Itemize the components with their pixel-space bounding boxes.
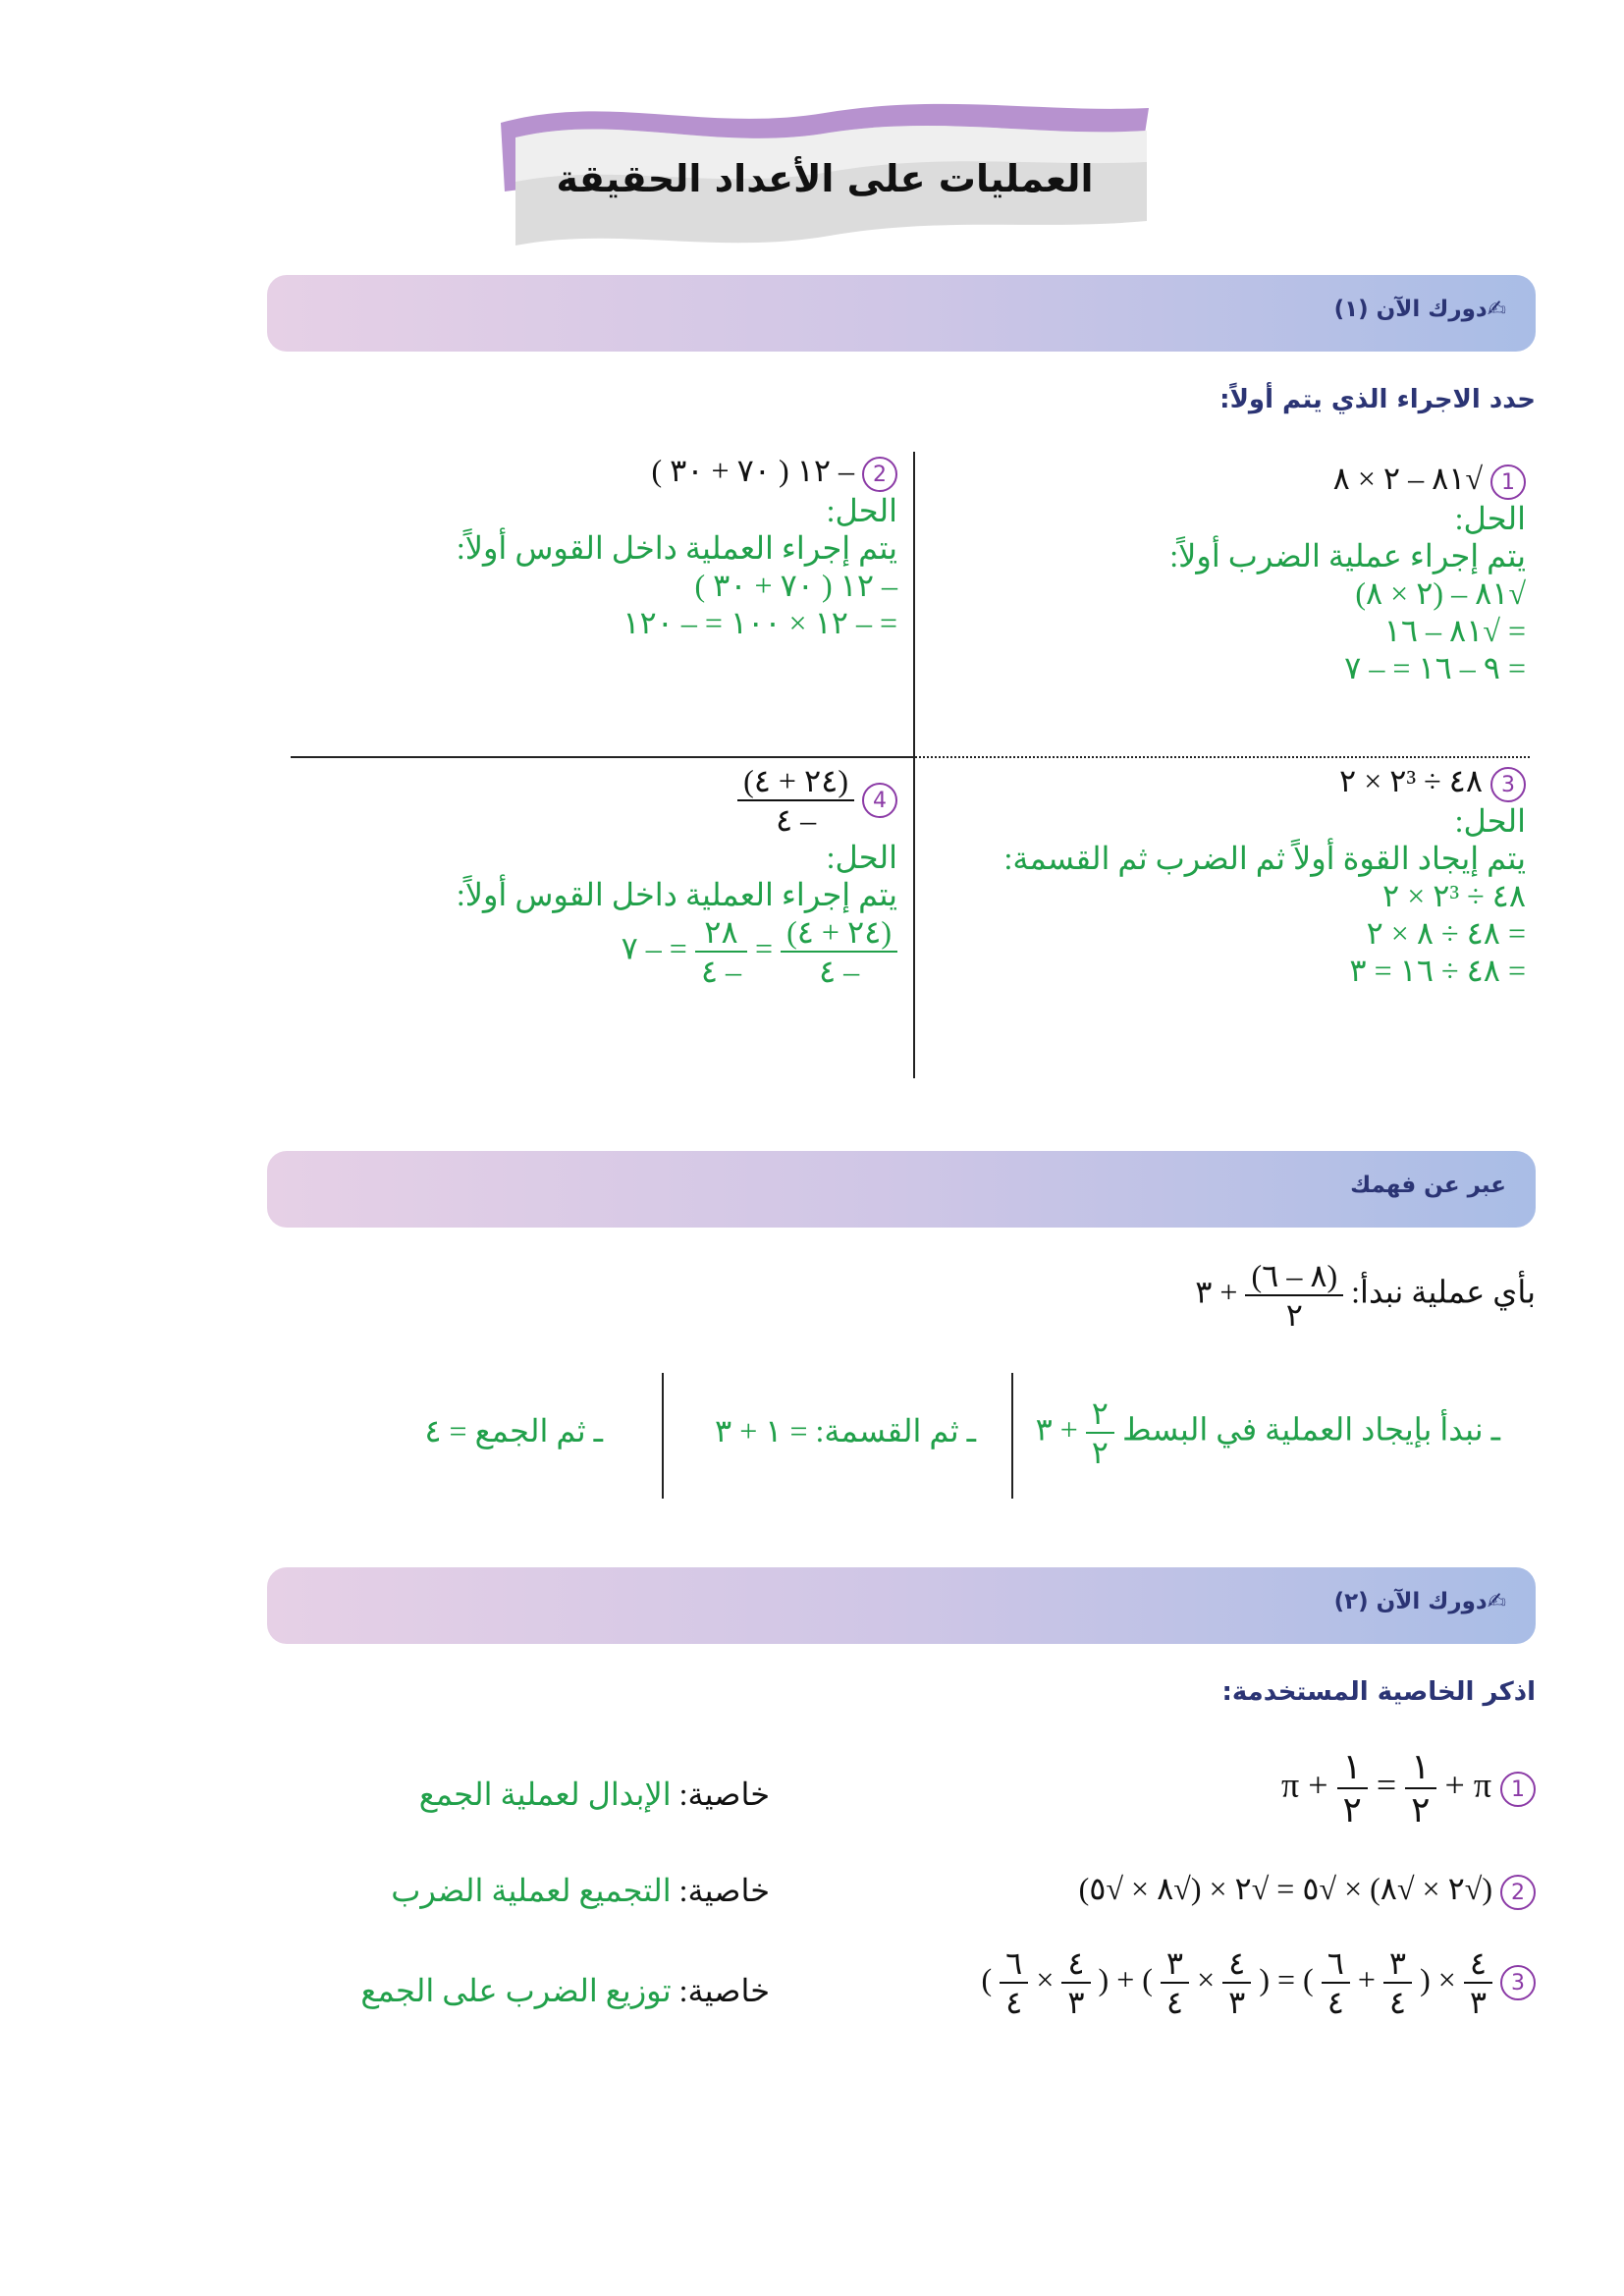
section2-step-1-tail: + ٣ <box>1035 1411 1078 1448</box>
problem-3-expression <box>1003 762 1526 802</box>
problem-2-step-2: = – ١٢ × ١٠٠ = – ١٢٠ <box>623 605 897 640</box>
fraction-den: ٤ <box>1165 1985 1184 2020</box>
fraction-num: ٤ <box>1464 1944 1492 1984</box>
section2-header-bar <box>267 1151 1536 1228</box>
problem-2-explanation: يتم إجراء العملية داخل القوس أولاً: <box>456 530 897 566</box>
problem-3 <box>1003 762 1526 989</box>
section2-step-1-fraction <box>1086 1394 1114 1471</box>
section3-header-label: ✍دورك الآن (٢) <box>1333 1589 1506 1614</box>
fraction-den: ٢ <box>1411 1790 1431 1830</box>
property-item-1-answer-text: الإبدال لعملية الجمع <box>418 1777 672 1812</box>
grid-vertical-divider <box>913 452 915 1078</box>
problem-1-step-3: = ٩ – ١٦ = – ٧ <box>1344 650 1526 685</box>
math-fraction <box>1405 1746 1435 1831</box>
fraction-num: ٤ <box>1061 1944 1090 1984</box>
property-item-2-expression <box>1079 1870 1536 1910</box>
section3-question: اذكر الخاصية المستخدمة: <box>1221 1677 1536 1707</box>
problem-3-step-2: = ٤٨ ÷ ٨ × ٢ <box>1366 915 1526 951</box>
problem-2-expr-text: – ١٢ ( ٧٠ + ٣٠ ) <box>651 453 854 488</box>
problem-4-explanation: يتم إجراء العملية داخل القوس أولاً: <box>456 877 897 912</box>
fraction-den: ٢ <box>1342 1790 1362 1830</box>
property-item-1-answer <box>419 1776 770 1813</box>
problem-4-fraction-denominator: – ٤ <box>775 802 817 838</box>
problem-3-explanation: يتم إيجاد القوة أولاً ثم الضرب ثم القسمة: <box>1003 841 1526 876</box>
fraction-den: ٤ <box>1388 1985 1407 2020</box>
math-fraction <box>1337 1746 1368 1831</box>
property-item-3-answer <box>360 1972 770 2009</box>
fraction-num: ٣ <box>1383 1944 1412 1984</box>
property-label: خاصية: <box>678 1873 770 1908</box>
section2-divider-2 <box>662 1373 664 1499</box>
section1-header-label: ✍دورك الآن (١) <box>1333 297 1506 322</box>
property-item-2-number-badge: 2 <box>1500 1875 1536 1910</box>
math-fraction <box>1161 1944 1189 2021</box>
property-item-2-answer <box>391 1872 770 1909</box>
section2-question-tail: + ٣ <box>1195 1274 1238 1310</box>
section1-header-bar <box>267 275 1536 352</box>
problem-1-expr-text: √٨١ – ٢ × ٨ <box>1332 461 1483 496</box>
math-fraction <box>1061 1944 1090 2021</box>
section2-question-fraction <box>1245 1257 1343 1334</box>
problem-2-number-badge: 2 <box>862 457 897 492</box>
section2-step-1-fraction-den: ٢ <box>1091 1435 1109 1470</box>
problem-1-expression <box>1169 460 1526 500</box>
section2-question-fraction-num: (٨ – ٦) <box>1245 1257 1343 1296</box>
fraction-den: ٣ <box>1067 1985 1085 2020</box>
problem-4-step-fraction-2-den: – ٤ <box>700 954 742 989</box>
section2-header-label: عبر عن فهمك <box>1350 1173 1506 1198</box>
math-fraction <box>1222 1944 1251 2021</box>
math-fraction <box>1000 1944 1028 2021</box>
section2-question <box>1195 1257 1536 1334</box>
grid-horizontal-divider-left <box>291 756 913 758</box>
math-pi: π <box>1473 1765 1491 1805</box>
problem-1-explanation: يتم إجراء عملية الضرب أولاً: <box>1169 538 1526 574</box>
fraction-num: ٣ <box>1161 1944 1189 1984</box>
problem-3-number-badge: 3 <box>1490 767 1526 802</box>
property-label: خاصية: <box>678 1777 770 1812</box>
math-fraction <box>1322 1944 1350 2021</box>
fraction-num: ٦ <box>1322 1944 1350 1984</box>
page-title: العمليات على الأعداد الحقيقة <box>556 157 1094 200</box>
problem-2 <box>457 452 897 641</box>
grid-horizontal-divider-right <box>915 756 1530 758</box>
section2-divider-1 <box>1011 1373 1013 1499</box>
section2-question-text: بأي عملية نبدأ: <box>1351 1274 1536 1310</box>
problem-4-steps: $\frac{(٢٤ + ٤)}{- ٤}$ = $\frac{٢٨}{- ٤}$ = – ٧ <box>457 913 897 990</box>
section2-step-3: ـ ثم الجمع = ٤ <box>424 1413 603 1449</box>
section2-step-2: ـ ثم القسمة: = ١ + ٣ <box>715 1413 976 1449</box>
problem-4-fraction-numerator: (٢٤ + ٤) <box>737 762 854 801</box>
fraction-num: ١ <box>1337 1746 1368 1789</box>
fraction-den: ٤ <box>1326 1985 1344 2020</box>
problem-4 <box>457 762 897 990</box>
problem-4-step-fraction-2-num: ٢٨ <box>695 913 747 953</box>
property-item-1-expression: 1 π + $\frac{١}{٢}$ = $\frac{١}{٢}$ + π <box>1281 1746 1536 1831</box>
problem-4-step-fraction-1 <box>781 913 897 990</box>
math-fraction <box>1383 1944 1412 2021</box>
problem-1-solution-label: الحل: <box>1454 501 1526 536</box>
property-item-2-expr-text: (√٢ × √٨) × √٥ = √٢ × (√٨ × √٥) <box>1078 1871 1492 1906</box>
fraction-num: ٦ <box>1000 1944 1028 1984</box>
problem-4-solution-label: الحل: <box>826 840 897 875</box>
problem-1-number-badge: 1 <box>1490 465 1526 500</box>
problem-2-step-1: – ١٢ ( ٧٠ + ٣٠ ) <box>694 568 897 603</box>
math-pi: π <box>1281 1765 1300 1805</box>
problem-2-expression <box>457 452 897 492</box>
problem-4-expression <box>457 762 897 839</box>
problem-4-fraction <box>737 762 854 839</box>
section2-step-1 <box>1036 1394 1500 1471</box>
problem-4-result: = – ٧ <box>621 930 687 966</box>
fraction-den: ٣ <box>1469 1985 1487 2020</box>
property-item-3-expression: 3 $\frac{٤}{٣}$ × ( $\frac{٣}{٤}$ + $\frac{٦}{٤}$ ) = ( $\frac{٤}{٣}$ × $\frac{٣}{٤}$ ) + ( $\frac{٤}{٣}$ × $\frac{٦}{٤}$ ) <box>981 1944 1536 2021</box>
property-item-1-number-badge: 1 <box>1500 1772 1536 1807</box>
property-label: خاصية: <box>678 1973 770 2008</box>
property-item-3-answer-text: توزيع الضرب على الجمع <box>360 1973 672 2008</box>
fraction-num: ٤ <box>1222 1944 1251 1984</box>
problem-1-step-2: = √٨١ – ١٦ <box>1383 613 1526 648</box>
property-item-2-answer-text: التجميع لعملية الضرب <box>391 1873 672 1908</box>
fraction-num: ١ <box>1405 1746 1435 1789</box>
math-fraction <box>1464 1944 1492 2021</box>
section2-step-1-fraction-num: ٢ <box>1086 1394 1114 1434</box>
problem-1 <box>1169 460 1526 686</box>
section3-header-bar <box>267 1567 1536 1644</box>
fraction-den: ٣ <box>1228 1985 1246 2020</box>
section1-question: حدد الاجراء الذي يتم أولاً: <box>1219 385 1536 414</box>
problem-3-expr-text: ٤٨ ÷ ٢³ × ٢ <box>1339 763 1483 798</box>
problem-4-step-fraction-1-den: – ٤ <box>818 954 860 989</box>
problem-4-step-fraction-2 <box>695 913 747 990</box>
property-item-3-number-badge: 3 <box>1500 1965 1536 2000</box>
problem-3-solution-label: الحل: <box>1454 803 1526 839</box>
fraction-den: ٤ <box>1005 1985 1023 2020</box>
problem-1-step-1: √٨١ – (٢ × ٨) <box>1355 575 1526 611</box>
problem-3-step-3: = ٤٨ ÷ ١٦ = ٣ <box>1349 953 1526 988</box>
section2-question-fraction-den: ٢ <box>1285 1297 1303 1333</box>
problem-3-step-1: ٤٨ ÷ ٢³ × ٢ <box>1382 878 1526 913</box>
problem-4-step-fraction-1-num: (٢٤ + ٤) <box>781 913 897 953</box>
section2-step-1-text: ـ نبدأ بإيجاد العملية في البسط <box>1121 1411 1500 1448</box>
problem-2-solution-label: الحل: <box>826 493 897 528</box>
problem-4-number-badge: 4 <box>862 783 897 818</box>
